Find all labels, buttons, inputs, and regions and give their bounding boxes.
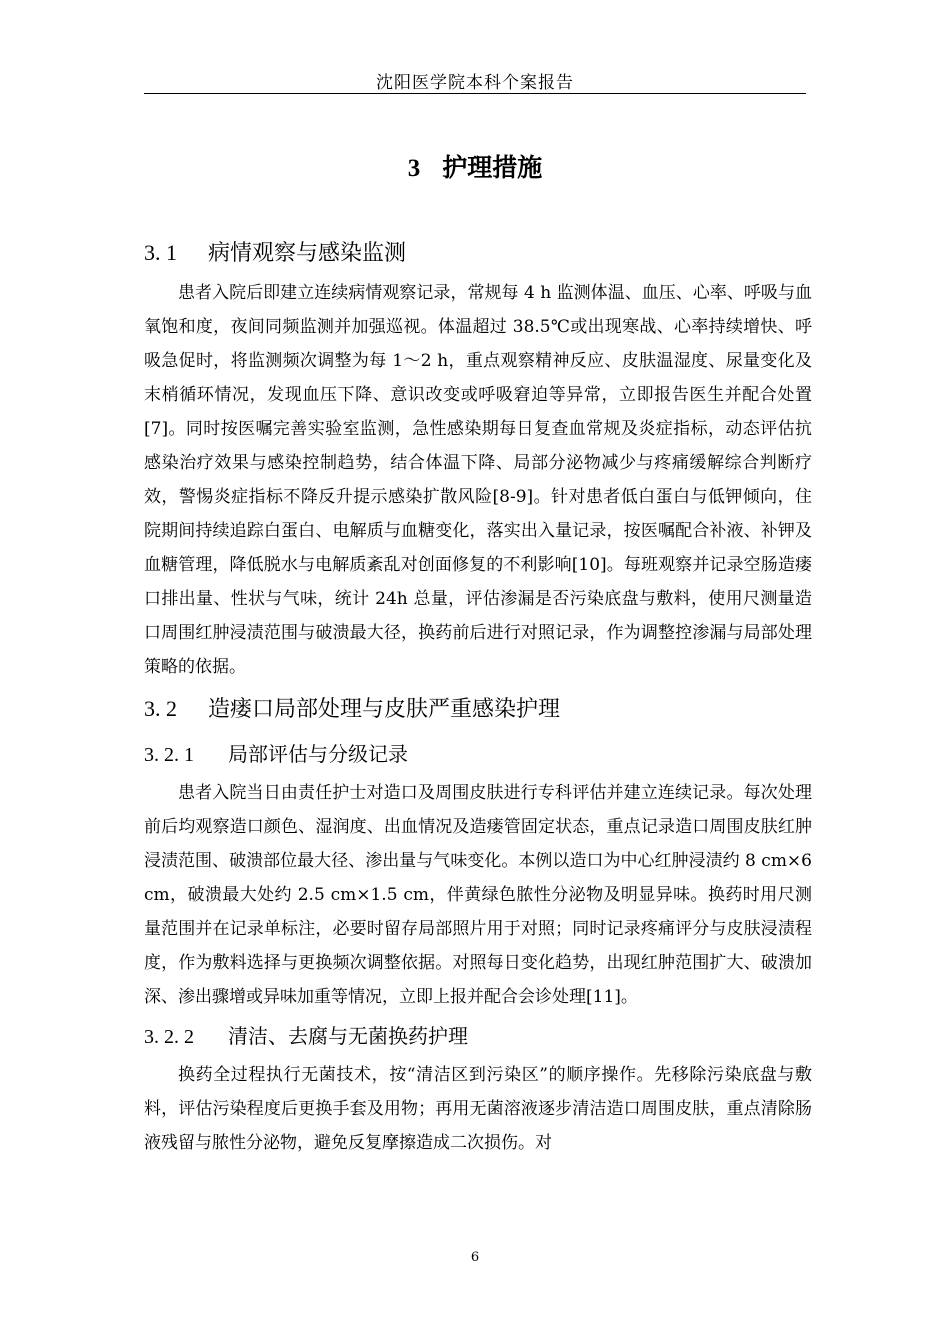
section-heading-3-1 xyxy=(144,230,812,276)
section-title: 清洁、去腐与无菌换药护理 xyxy=(228,1024,468,1048)
running-header: 沈阳医学院本科个案报告 xyxy=(376,73,574,93)
section-heading-3-2 xyxy=(144,686,812,732)
section-title: 局部评估与分级记录 xyxy=(228,742,408,766)
paragraph-3-1: 患者入院后即建立连续病情观察记录，常规每 4 h 监测体温、血压、心率、呼吸与血氧饱和度，夜间同频监测并加强巡视。体温超过 38.5℃或出现寒战、心率持续增快、呼吸急促时，将监测频次调整为每 1～2 h，重点观察精神反应、皮肤温湿度、尿量变化及末梢循环情况，发现血压下降、意识改变或呼吸窘迫等异常，立即报告医生并配合处置[7]。同时按医嘱完善实验室监测，急性感染期每日复查血常规及炎症指标，动态评估抗感染治疗效果与感染控制趋势，结合体温下降、局部分泌物减少与疼痛缓解综合判断疗效，警惕炎症指标不降反升提示感染扩散风险[8-9]。针对患者低白蛋白与低钾倾向，住院期间持续追踪白蛋白、电解质与血糖变化，落实出入量记录，按医嘱配合补液、补钾及血糖管理，降低脱水与电解质紊乱对创面修复的不利影响[10]。每班观察并记录空肠造瘘口排出量、性状与气味，统计 24h 总量，评估渗漏是否污染底盘与敷料，使用尺测量造口周围红肿浸渍范围与破溃最大径，换药前后进行对照记录，作为调整控渗漏与局部处理策略的依据。 xyxy=(144,283,812,677)
page-body xyxy=(144,228,812,1160)
section-heading-3-2-2 xyxy=(144,1014,812,1058)
section-heading-3-2-1 xyxy=(144,732,812,776)
section-title: 病情观察与感染监测 xyxy=(208,241,407,266)
paragraph-3-2-2: 换药全过程执行无菌技术，按“清洁区到污染区”的顺序操作。先移除污染底盘与敷料，评估污染程度后更换手套及用物；再用无菌溶液逐步清洁造口周围皮肤，重点清除肠液残留与脓性分泌物，避免反复摩擦造成二次损伤。对 xyxy=(144,1065,812,1153)
chapter-title-text: 护理措施 xyxy=(442,153,543,182)
section-number: 3. 2 xyxy=(144,696,177,721)
section-number: 3. 2. 2 xyxy=(144,1026,194,1048)
chapter-title xyxy=(144,148,806,184)
section-number: 3. 2. 1 xyxy=(144,744,194,766)
section-title: 造瘘口局部处理与皮肤严重感染护理 xyxy=(208,697,561,722)
header-rule xyxy=(144,93,806,94)
page-number: 6 xyxy=(470,1250,480,1265)
paragraph-3-2-1: 患者入院当日由责任护士对造口及周围皮肤进行专科评估并建立连续记录。每次处理前后均观察造口颜色、湿润度、出血情况及造瘘管固定状态，重点记录造口周围皮肤红肿浸渍范围、破溃部位最大径、渗出量与气味变化。本例以造口为中心红肿浸渍约 8 cm×6 cm，破溃最大处约 2.5 cm×1.5 cm，伴黄绿色脓性分泌物及明显异味。换药时用尺测量范围并在记录单标注，必要时留存局部照片用于对照；同时记录疼痛评分与皮肤浸渍程度，作为敷料选择与更换频次调整依据。对照每日变化趋势，出现红肿范围扩大、破溃加深、渗出骤增或异味加重等情况，立即上报并配合会诊处理[11]。 xyxy=(144,783,812,1007)
section-number: 3. 1 xyxy=(144,240,177,265)
chapter-number: 3 xyxy=(407,155,421,182)
